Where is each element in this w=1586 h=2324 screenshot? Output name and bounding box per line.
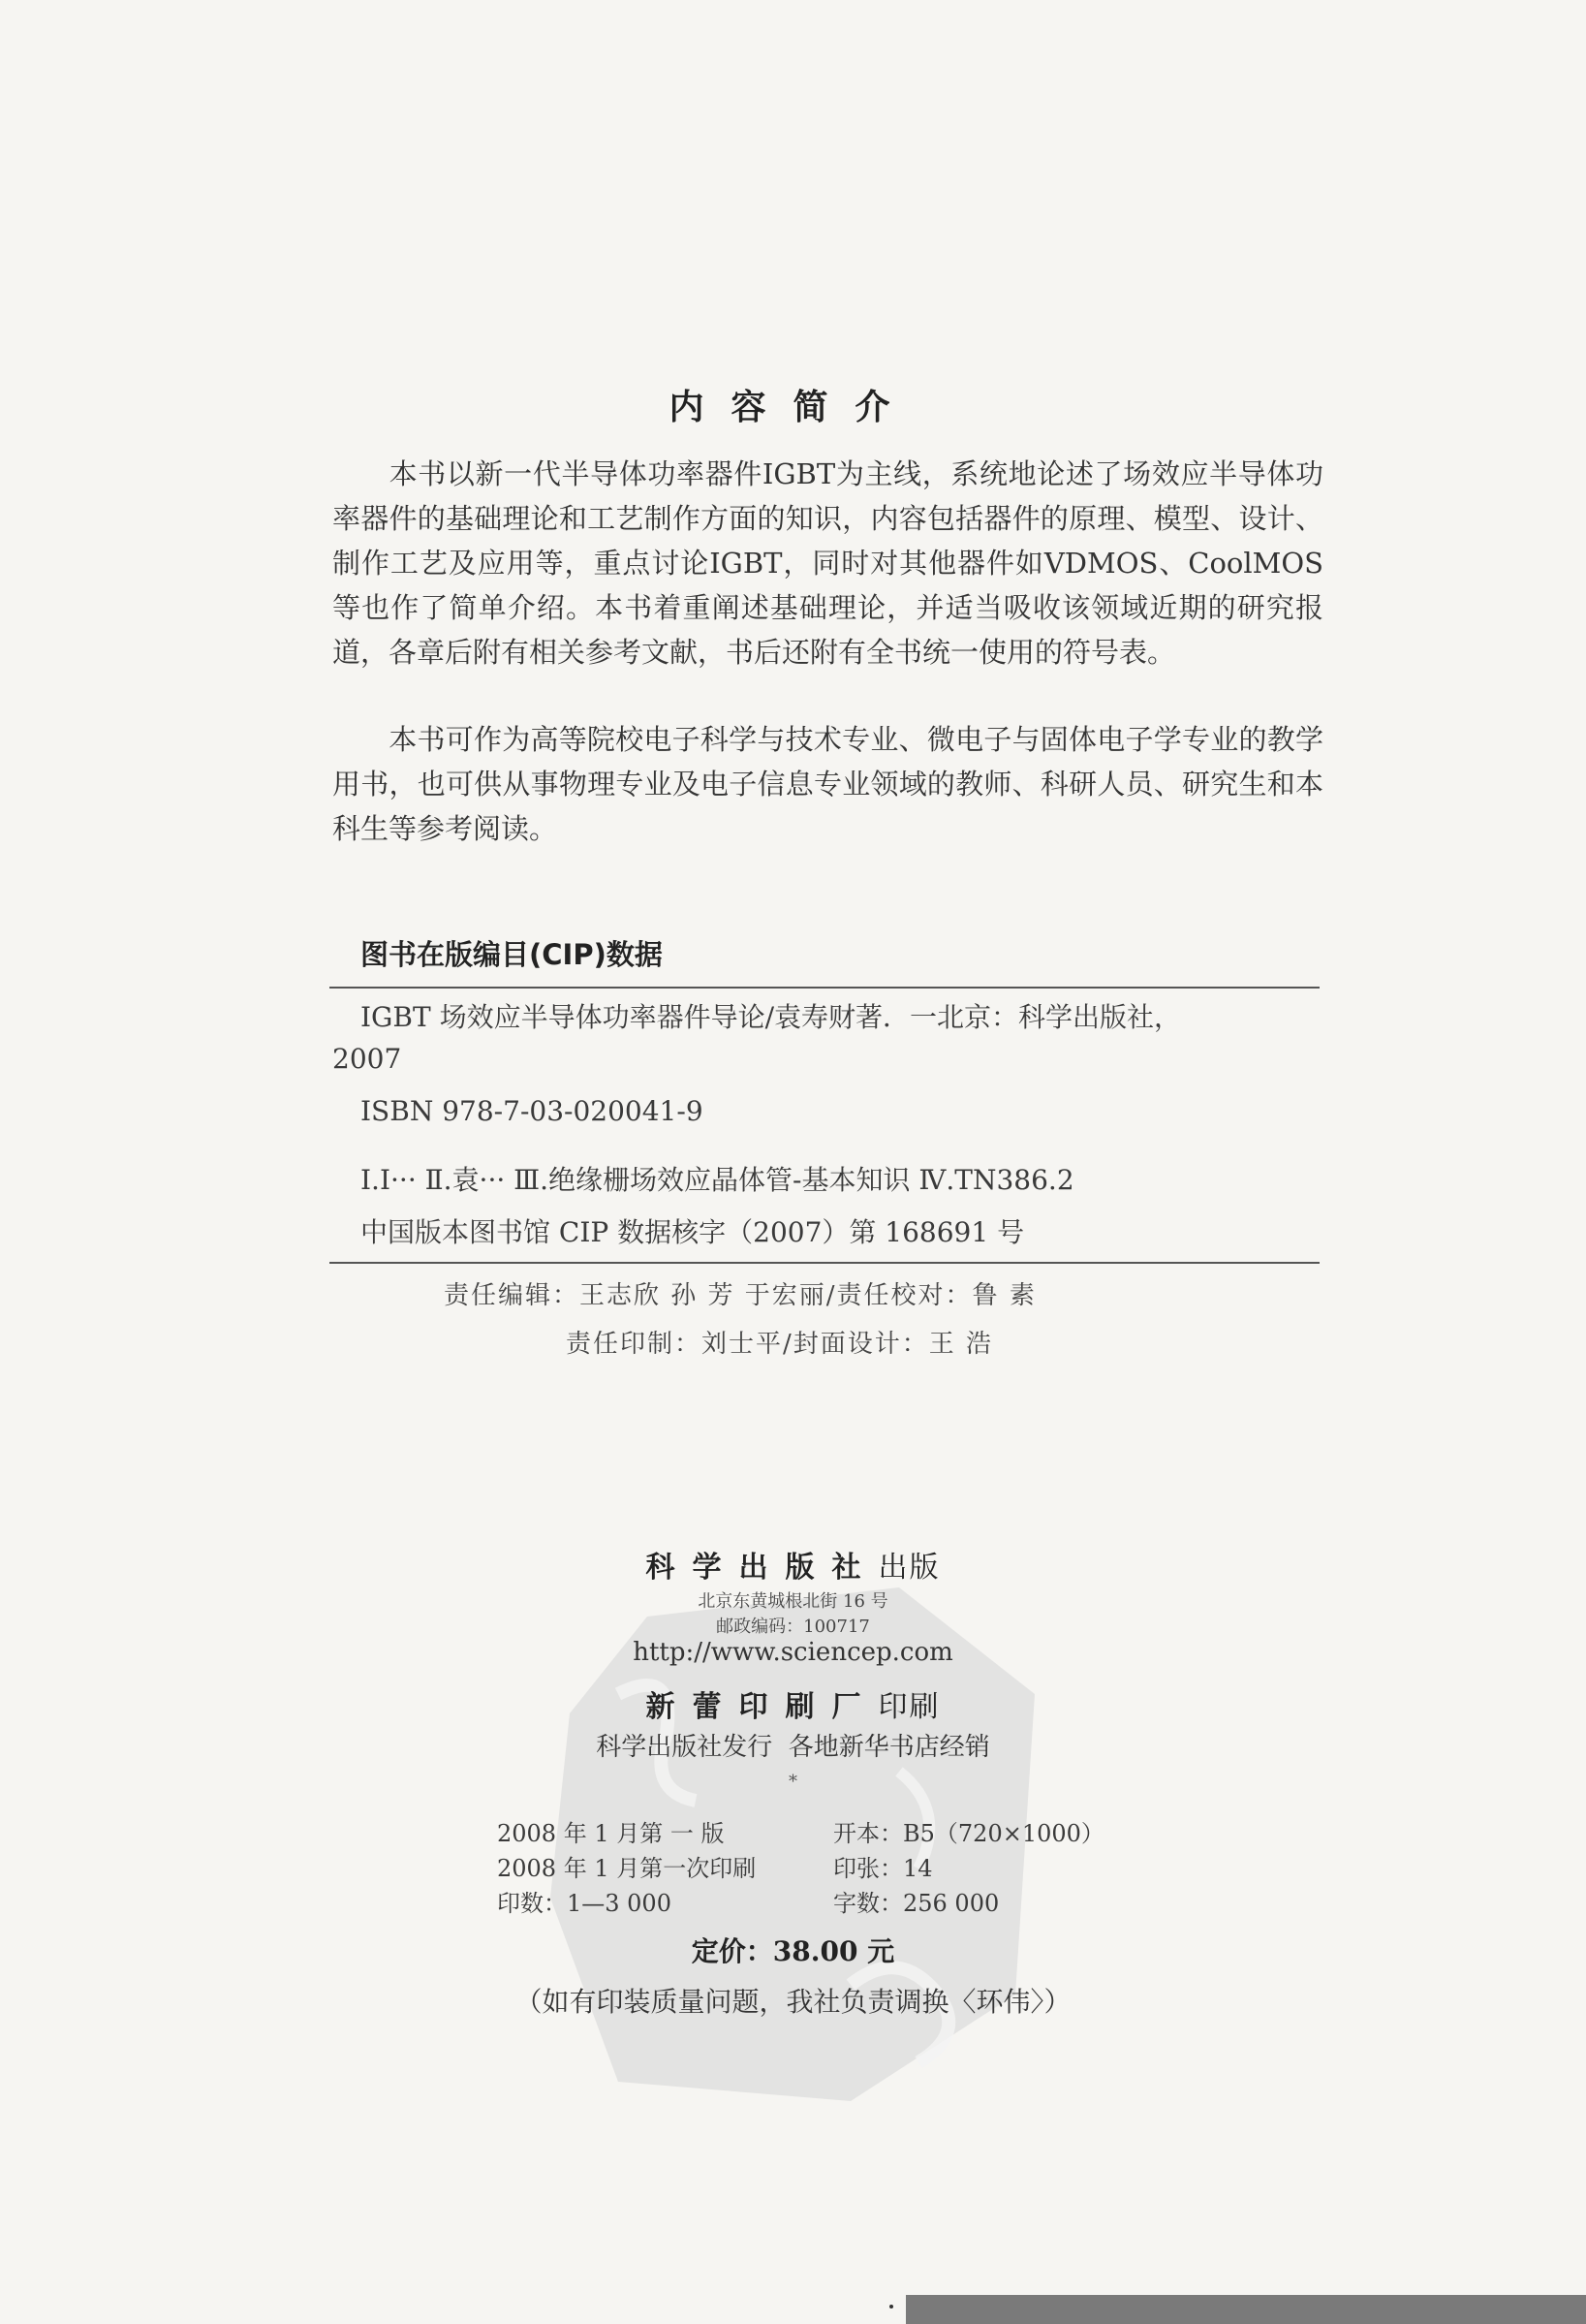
cip-heading: 图书在版编目(CIP)数据 (360, 938, 663, 971)
cip-classification: Ⅰ.Ⅰ··· Ⅱ.袁··· Ⅲ.绝缘栅场效应晶体管-基本知识 Ⅳ.TN386.2 (360, 1164, 1074, 1196)
edition-date: 2008 年 1 月第 一 版 (497, 1820, 725, 1847)
scan-speck (889, 2305, 893, 2308)
printer-line (0, 1682, 1586, 1725)
cip-entry-line-2: 2007 (332, 1043, 402, 1075)
printed-sheets: 印张：14 (833, 1855, 933, 1882)
cip-entry-line-1: IGBT 场效应半导体功率器件导论/袁寿财著．一北京：科学出版社， (360, 1001, 1182, 1033)
cip-bottom-rule (329, 1262, 1320, 1264)
publisher-suffix: 出版 (878, 1551, 941, 1585)
intro-title: 内容简介 (669, 387, 917, 427)
book-format: 开本：B5（720×1000） (833, 1820, 1104, 1847)
separator-mark: * (789, 1772, 797, 1792)
intro-paragraph-1: 本书以新一代半导体功率器件IGBT为主线，系统地论述了场效应半导体功率器件的基础理论和工艺制作方面的知识，内容包括器件的原理、模型、设计、制作工艺及应用等，重点讨论IGBT，同时对其他器件如VDMOS、CoolMOS等也作了简单介绍。本书着重阐述基础理论，并适当吸收该领域近期的研究报道，各章后附有相关参考文献，书后还附有全书统一使用的符号表。 (332, 457, 1323, 669)
publisher-line (0, 1543, 1586, 1586)
cip-isbn: ISBN 978-7-03-020041-9 (360, 1095, 703, 1127)
printer-suffix: 印刷 (878, 1690, 941, 1724)
word-count: 字数：256 000 (833, 1890, 1000, 1917)
printer-name: 新蕾印刷厂 (645, 1690, 879, 1724)
printing-date: 2008 年 1 月第一次印刷 (497, 1855, 757, 1882)
publisher-url: http://www.sciencep.com (633, 1638, 953, 1667)
publisher-name: 科学出版社 (645, 1551, 879, 1585)
intro-paragraph-2: 本书可作为高等院校电子科学与技术专业、微电子与固体电子学专业的教学用书，也可供从事物理专业及电子信息专业领域的教师、科研人员、研究生和本科生等参考阅读。 (332, 723, 1323, 845)
distribution-line: 科学出版社发行 各地新华书店经销 (596, 1733, 990, 1762)
print-run: 印数：1—3 000 (497, 1890, 671, 1917)
publisher-postcode: 邮政编码：100717 (716, 1617, 870, 1637)
publisher-address: 北京东黄城根北街 16 号 (698, 1591, 888, 1612)
staff-production: 责任印制：刘士平/封面设计：王 浩 (566, 1330, 994, 1359)
quality-note: （如有印装质量问题，我社负责调换〈环伟〉） (514, 1986, 1072, 2018)
staff-editors: 责任编辑：王志欣 孙 芳 于宏丽/责任校对：鲁 素 (444, 1281, 1037, 1310)
cip-record-number: 中国版本图书馆 CIP 数据核字（2007）第 168691 号 (360, 1216, 1025, 1248)
scan-edge-bar (906, 2295, 1586, 2324)
cip-top-rule (329, 987, 1320, 989)
price: 定价：38.00 元 (691, 1935, 895, 1967)
